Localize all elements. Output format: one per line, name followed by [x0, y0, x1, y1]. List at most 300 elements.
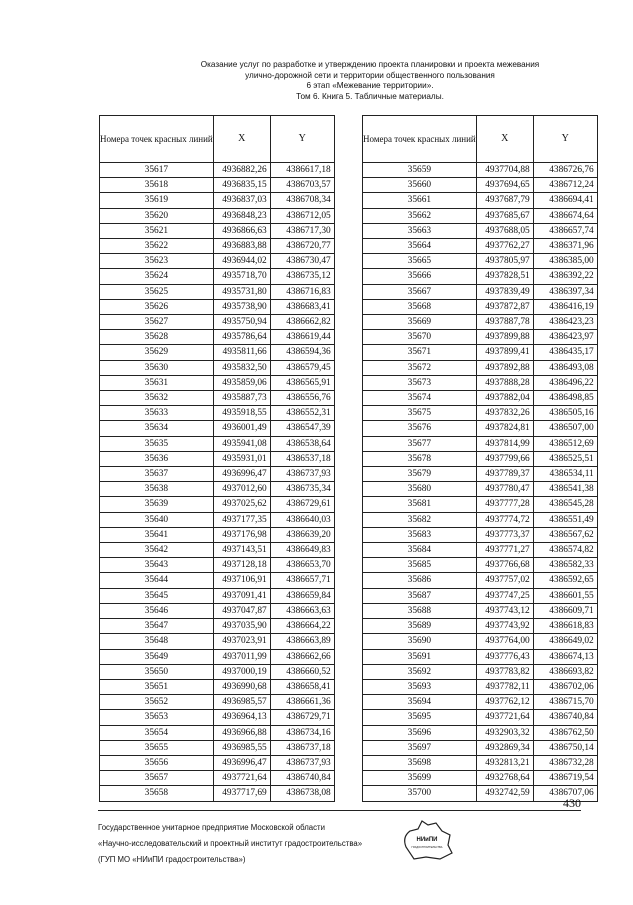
cell-x: 4937832,26	[476, 406, 533, 421]
cell-x: 4937888,28	[476, 375, 533, 390]
cell-x: 4937892,88	[476, 360, 533, 375]
table-row	[363, 527, 598, 542]
column-header-point-number: Номера точек красных линий	[363, 116, 477, 163]
cell-point-number: 35698	[363, 755, 477, 770]
cell-x: 4937721,64	[476, 710, 533, 725]
cell-point-number: 35692	[363, 664, 477, 679]
cell-point-number: 35655	[100, 740, 214, 755]
cell-y: 4386663,89	[270, 634, 334, 649]
cell-x: 4936985,55	[213, 740, 270, 755]
cell-y: 4386740,84	[533, 710, 597, 725]
cell-point-number: 35679	[363, 467, 477, 482]
cell-point-number: 35700	[363, 786, 477, 801]
cell-y: 4386594,36	[270, 345, 334, 360]
cell-y: 4386750,14	[533, 740, 597, 755]
cell-y: 4386712,05	[270, 208, 334, 223]
cell-x: 4932903,32	[476, 725, 533, 740]
table-body-right	[363, 163, 598, 802]
page-number: 430	[563, 796, 581, 810]
cell-y: 4386547,39	[270, 421, 334, 436]
cell-point-number: 35642	[100, 543, 214, 558]
cell-y: 4386649,02	[533, 634, 597, 649]
cell-x: 4937128,18	[213, 558, 270, 573]
table-row	[363, 710, 598, 725]
cell-y: 4386537,18	[270, 451, 334, 466]
footer-organization-line-1: Государственное унитарное предприятие Московской области	[98, 823, 325, 832]
cell-point-number: 35669	[363, 315, 477, 330]
table-row	[100, 482, 335, 497]
cell-point-number: 35667	[363, 284, 477, 299]
cell-y: 4386708,34	[270, 193, 334, 208]
cell-x: 4937106,91	[213, 573, 270, 588]
cell-y: 4386662,82	[270, 315, 334, 330]
cell-point-number: 35628	[100, 330, 214, 345]
cell-y: 4386674,13	[533, 649, 597, 664]
cell-x: 4937882,04	[476, 391, 533, 406]
table-row	[363, 771, 598, 786]
cell-y: 4386734,16	[270, 725, 334, 740]
table-row	[100, 786, 335, 801]
cell-y: 4386507,00	[533, 421, 597, 436]
cell-x: 4932768,64	[476, 771, 533, 786]
cell-x: 4936883,88	[213, 239, 270, 254]
cell-x: 4936882,26	[213, 163, 270, 178]
cell-y: 4386371,96	[533, 239, 597, 254]
cell-point-number: 35683	[363, 527, 477, 542]
table-row	[363, 178, 598, 193]
header-stage: 6 этап «Межевание территории».	[306, 81, 434, 90]
cell-y: 4386660,52	[270, 664, 334, 679]
cell-y: 4386726,76	[533, 163, 597, 178]
cell-x: 4932869,34	[476, 740, 533, 755]
document-footer	[98, 820, 362, 868]
table-row	[100, 299, 335, 314]
cell-point-number: 35633	[100, 406, 214, 421]
cell-x: 4937687,79	[476, 193, 533, 208]
table-row	[363, 269, 598, 284]
cell-point-number: 35670	[363, 330, 477, 345]
table-row	[363, 421, 598, 436]
cell-x: 4935786,64	[213, 330, 270, 345]
cell-y: 4386618,83	[533, 619, 597, 634]
cell-point-number: 35631	[100, 375, 214, 390]
cell-point-number: 35685	[363, 558, 477, 573]
table-row	[363, 436, 598, 451]
table-row	[363, 512, 598, 527]
table-row	[100, 771, 335, 786]
cell-y: 4386719,54	[533, 771, 597, 786]
cell-x: 4936944,02	[213, 254, 270, 269]
cell-y: 4386663,63	[270, 603, 334, 618]
cell-y: 4386712,24	[533, 178, 597, 193]
column-header-point-number: Номера точек красных линий	[100, 116, 214, 163]
cell-point-number: 35664	[363, 239, 477, 254]
cell-x: 4937011,99	[213, 649, 270, 664]
table-row	[363, 239, 598, 254]
cell-y: 4386551,49	[533, 512, 597, 527]
cell-x: 4937839,49	[476, 284, 533, 299]
cell-x: 4937025,62	[213, 497, 270, 512]
cell-x: 4937899,41	[476, 345, 533, 360]
table-row	[363, 315, 598, 330]
cell-y: 4386729,71	[270, 710, 334, 725]
cell-point-number: 35617	[100, 163, 214, 178]
cell-x: 4935750,94	[213, 315, 270, 330]
table-row	[100, 375, 335, 390]
cell-point-number: 35639	[100, 497, 214, 512]
cell-point-number: 35630	[100, 360, 214, 375]
table-row	[363, 391, 598, 406]
cell-x: 4937721,64	[213, 771, 270, 786]
cell-y: 4386385,00	[533, 254, 597, 269]
table-row	[363, 725, 598, 740]
cell-x: 4937771,27	[476, 543, 533, 558]
table-row	[363, 573, 598, 588]
cell-x: 4937777,28	[476, 497, 533, 512]
table-row	[363, 695, 598, 710]
cell-point-number: 35632	[100, 391, 214, 406]
document-header	[100, 60, 633, 102]
cell-point-number: 35695	[363, 710, 477, 725]
cell-point-number: 35666	[363, 269, 477, 284]
cell-point-number: 35693	[363, 679, 477, 694]
cell-point-number: 35661	[363, 193, 477, 208]
table-row	[363, 193, 598, 208]
cell-y: 4386525,51	[533, 451, 597, 466]
cell-x: 4936837,03	[213, 193, 270, 208]
cell-point-number: 35641	[100, 527, 214, 542]
cell-y: 4386664,22	[270, 619, 334, 634]
cell-point-number: 35665	[363, 254, 477, 269]
table-row	[100, 695, 335, 710]
cell-x: 4932742,59	[476, 786, 533, 801]
cell-point-number: 35656	[100, 755, 214, 770]
cell-y: 4386707,06	[533, 786, 597, 801]
cell-x: 4937757,02	[476, 573, 533, 588]
cell-x: 4937766,68	[476, 558, 533, 573]
header-title-line-1: Оказание услуг по разработке и утверждению проекта планировки и проекта межевания	[200, 60, 540, 69]
column-header-y: Y	[533, 116, 597, 163]
cell-y: 4386762,50	[533, 725, 597, 740]
cell-x: 4936966,88	[213, 725, 270, 740]
cell-y: 4386582,33	[533, 558, 597, 573]
cell-y: 4386574,82	[533, 543, 597, 558]
cell-point-number: 35647	[100, 619, 214, 634]
table-body-left	[100, 163, 335, 802]
table-row	[363, 208, 598, 223]
cell-x: 4935931,01	[213, 451, 270, 466]
cell-point-number: 35662	[363, 208, 477, 223]
cell-x: 4937783,82	[476, 664, 533, 679]
table-row	[363, 406, 598, 421]
footer-divider	[98, 810, 581, 811]
table-row	[100, 451, 335, 466]
table-row	[100, 421, 335, 436]
cell-y: 4386732,28	[533, 755, 597, 770]
cell-x: 4937789,37	[476, 467, 533, 482]
cell-x: 4937773,37	[476, 527, 533, 542]
cell-y: 4386674,64	[533, 208, 597, 223]
table-row	[100, 345, 335, 360]
cell-y: 4386649,83	[270, 543, 334, 558]
cell-point-number: 35620	[100, 208, 214, 223]
cell-x: 4937799,66	[476, 451, 533, 466]
cell-y: 4386592,65	[533, 573, 597, 588]
table-row	[100, 710, 335, 725]
table-row	[363, 558, 598, 573]
cell-y: 4386737,93	[270, 755, 334, 770]
cell-x: 4937704,88	[476, 163, 533, 178]
cell-y: 4386735,12	[270, 269, 334, 284]
table-row	[100, 163, 335, 178]
cell-point-number: 35648	[100, 634, 214, 649]
cell-y: 4386512,69	[533, 436, 597, 451]
table-row	[363, 543, 598, 558]
cell-x: 4936990,68	[213, 679, 270, 694]
cell-point-number: 35682	[363, 512, 477, 527]
cell-y: 4386552,31	[270, 406, 334, 421]
cell-x: 4937743,92	[476, 619, 533, 634]
cell-y: 4386657,71	[270, 573, 334, 588]
cell-point-number: 35623	[100, 254, 214, 269]
header-volume: Том 6. Книга 5. Табличные материалы.	[296, 91, 444, 101]
cell-point-number: 35619	[100, 193, 214, 208]
cell-point-number: 35646	[100, 603, 214, 618]
cell-y: 4386659,84	[270, 588, 334, 603]
footer-organization-line-3: (ГУП МО «НИиПИ градостроительства»)	[98, 855, 246, 864]
cell-y: 4386729,61	[270, 497, 334, 512]
coordinates-table-left	[99, 115, 335, 802]
cell-x: 4937047,87	[213, 603, 270, 618]
cell-y: 4386702,06	[533, 679, 597, 694]
table-row	[100, 512, 335, 527]
cell-point-number: 35629	[100, 345, 214, 360]
cell-y: 4386717,30	[270, 223, 334, 238]
cell-y: 4386601,55	[533, 588, 597, 603]
cell-y: 4386737,18	[270, 740, 334, 755]
table-row	[100, 208, 335, 223]
coordinates-table-right	[362, 115, 598, 802]
table-row	[100, 755, 335, 770]
header-title-line-2: улично-дорожной сети и территории общественного пользования	[245, 70, 495, 80]
cell-point-number: 35671	[363, 345, 477, 360]
cell-x: 4935832,50	[213, 360, 270, 375]
cell-x: 4937805,97	[476, 254, 533, 269]
table-row	[100, 330, 335, 345]
column-header-x: X	[213, 116, 270, 163]
table-row	[363, 588, 598, 603]
table-row	[100, 315, 335, 330]
cell-point-number: 35686	[363, 573, 477, 588]
cell-x: 4937774,72	[476, 512, 533, 527]
cell-x: 4937023,91	[213, 634, 270, 649]
table-row	[100, 740, 335, 755]
cell-point-number: 35636	[100, 451, 214, 466]
table-header-row	[100, 116, 335, 163]
cell-point-number: 35672	[363, 360, 477, 375]
cell-y: 4386720,77	[270, 239, 334, 254]
cell-y: 4386541,38	[533, 482, 597, 497]
cell-x: 4937747,25	[476, 588, 533, 603]
cell-point-number: 35634	[100, 421, 214, 436]
table-row	[100, 269, 335, 284]
cell-x: 4935887,73	[213, 391, 270, 406]
cell-x: 4937780,47	[476, 482, 533, 497]
cell-y: 4386640,03	[270, 512, 334, 527]
table-row	[363, 345, 598, 360]
table-row	[363, 664, 598, 679]
cell-point-number: 35618	[100, 178, 214, 193]
cell-y: 4386505,16	[533, 406, 597, 421]
cell-x: 4935718,70	[213, 269, 270, 284]
cell-x: 4936866,63	[213, 223, 270, 238]
cell-point-number: 35643	[100, 558, 214, 573]
cell-point-number: 35653	[100, 710, 214, 725]
cell-y: 4386545,28	[533, 497, 597, 512]
column-header-y: Y	[270, 116, 334, 163]
cell-y: 4386534,11	[533, 467, 597, 482]
cell-x: 4937782,11	[476, 679, 533, 694]
table-row	[363, 451, 598, 466]
cell-x: 4937176,98	[213, 527, 270, 542]
cell-x: 4936996,47	[213, 755, 270, 770]
cell-y: 4386657,74	[533, 223, 597, 238]
cell-y: 4386662,66	[270, 649, 334, 664]
cell-point-number: 35691	[363, 649, 477, 664]
cell-y: 4386579,45	[270, 360, 334, 375]
cell-point-number: 35694	[363, 695, 477, 710]
cell-point-number: 35644	[100, 573, 214, 588]
cell-y: 4386661,36	[270, 695, 334, 710]
cell-x: 4937685,67	[476, 208, 533, 223]
cell-y: 4386694,41	[533, 193, 597, 208]
cell-x: 4937899,88	[476, 330, 533, 345]
cell-y: 4386703,57	[270, 178, 334, 193]
cell-y: 4386658,41	[270, 679, 334, 694]
cell-y: 4386619,44	[270, 330, 334, 345]
table-row	[100, 284, 335, 299]
cell-x: 4935738,90	[213, 299, 270, 314]
cell-point-number: 35677	[363, 436, 477, 451]
cell-x: 4937814,99	[476, 436, 533, 451]
table-row	[100, 573, 335, 588]
table-row	[363, 284, 598, 299]
cell-point-number: 35688	[363, 603, 477, 618]
cell-point-number: 35624	[100, 269, 214, 284]
cell-y: 4386567,62	[533, 527, 597, 542]
cell-x: 4937828,51	[476, 269, 533, 284]
cell-point-number: 35650	[100, 664, 214, 679]
cell-y: 4386538,64	[270, 436, 334, 451]
table-row	[363, 603, 598, 618]
cell-point-number: 35626	[100, 299, 214, 314]
cell-x: 4935859,06	[213, 375, 270, 390]
cell-x: 4935918,55	[213, 406, 270, 421]
cell-point-number: 35678	[363, 451, 477, 466]
cell-x: 4937688,05	[476, 223, 533, 238]
table-row	[100, 679, 335, 694]
cell-point-number: 35654	[100, 725, 214, 740]
table-row	[100, 619, 335, 634]
cell-y: 4386493,08	[533, 360, 597, 375]
cell-point-number: 35635	[100, 436, 214, 451]
cell-point-number: 35622	[100, 239, 214, 254]
table-row	[100, 634, 335, 649]
cell-point-number: 35675	[363, 406, 477, 421]
table-row	[100, 527, 335, 542]
cell-point-number: 35668	[363, 299, 477, 314]
table-row	[363, 634, 598, 649]
cell-y: 4386397,34	[533, 284, 597, 299]
cell-point-number: 35638	[100, 482, 214, 497]
cell-y: 4386496,22	[533, 375, 597, 390]
cell-x: 4937743,12	[476, 603, 533, 618]
cell-x: 4937824,81	[476, 421, 533, 436]
cell-y: 4386565,91	[270, 375, 334, 390]
table-row	[100, 603, 335, 618]
cell-x: 4935811,66	[213, 345, 270, 360]
cell-y: 4386738,08	[270, 786, 334, 801]
cell-y: 4386498,85	[533, 391, 597, 406]
table-row	[100, 223, 335, 238]
table-row	[100, 391, 335, 406]
footer-organization-line-2: «Научно-исследовательский и проектный институт градостроительства»	[98, 839, 363, 848]
cell-x: 4937762,12	[476, 695, 533, 710]
cell-point-number: 35657	[100, 771, 214, 786]
table-row	[100, 543, 335, 558]
cell-y: 4386653,70	[270, 558, 334, 573]
cell-x: 4937762,27	[476, 239, 533, 254]
cell-point-number: 35684	[363, 543, 477, 558]
cell-point-number: 35658	[100, 786, 214, 801]
table-row	[363, 497, 598, 512]
table-row	[100, 178, 335, 193]
table-row	[100, 588, 335, 603]
table-row	[363, 467, 598, 482]
cell-y: 4386609,71	[533, 603, 597, 618]
table-row	[363, 360, 598, 375]
cell-point-number: 35627	[100, 315, 214, 330]
cell-point-number: 35690	[363, 634, 477, 649]
cell-y: 4386617,18	[270, 163, 334, 178]
cell-x: 4936996,47	[213, 467, 270, 482]
table-row	[363, 163, 598, 178]
cell-point-number: 35696	[363, 725, 477, 740]
cell-x: 4937035,90	[213, 619, 270, 634]
cell-x: 4936001,49	[213, 421, 270, 436]
cell-y: 4386737,93	[270, 467, 334, 482]
cell-point-number: 35663	[363, 223, 477, 238]
table-row	[363, 649, 598, 664]
cell-x: 4937143,51	[213, 543, 270, 558]
cell-y: 4386716,83	[270, 284, 334, 299]
table-row	[363, 755, 598, 770]
table-row	[363, 740, 598, 755]
cell-point-number: 35652	[100, 695, 214, 710]
cell-y: 4386683,41	[270, 299, 334, 314]
cell-x: 4937012,60	[213, 482, 270, 497]
cell-y: 4386715,70	[533, 695, 597, 710]
cell-point-number: 35660	[363, 178, 477, 193]
cell-y: 4386416,19	[533, 299, 597, 314]
cell-point-number: 35673	[363, 375, 477, 390]
table-row	[100, 193, 335, 208]
cell-x: 4937776,43	[476, 649, 533, 664]
organization-logo	[396, 817, 456, 863]
table-row	[100, 558, 335, 573]
cell-point-number: 35651	[100, 679, 214, 694]
table-header-row	[363, 116, 598, 163]
